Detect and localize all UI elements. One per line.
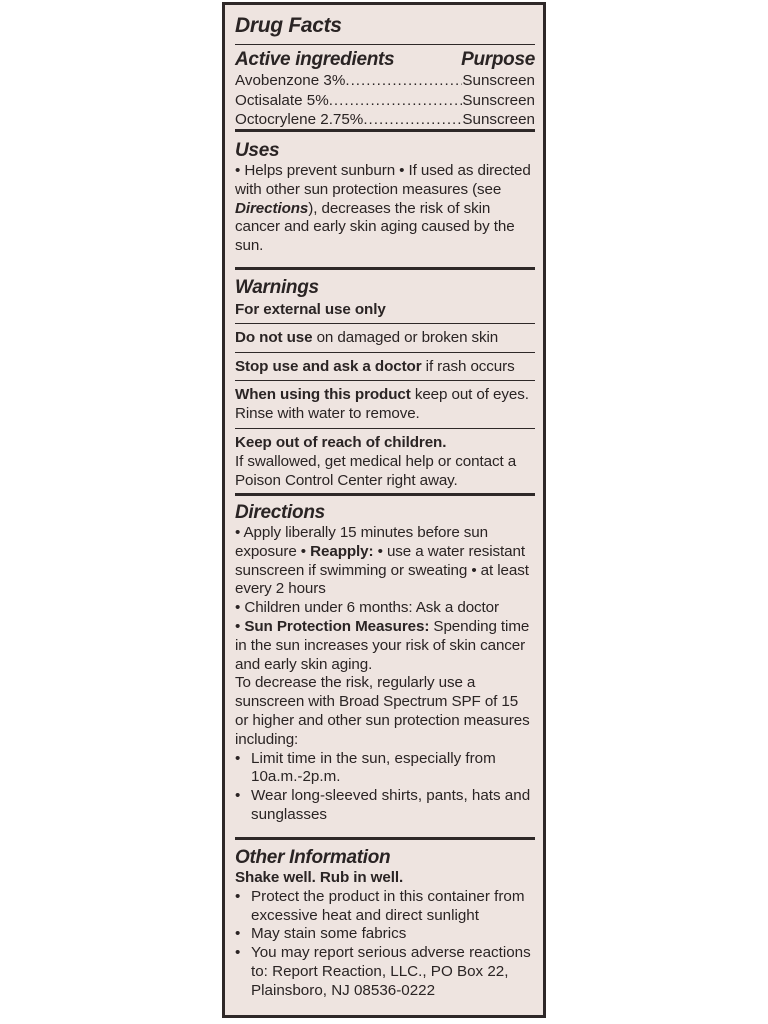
directions-bullet: • Limit time in the sun, especially from 10a.m.-2p.m.	[235, 749, 496, 786]
directions-text-4: To decrease the risk, regularly use a sunscreen with Broad Spectrum SPF of 15 or higher and other sun protection measures including:	[235, 674, 530, 748]
ingredient-row	[235, 91, 535, 111]
purpose-heading: Purpose	[461, 49, 535, 70]
ingredient-name: Avobenzone 3%	[235, 72, 346, 89]
stop-use-text: Stop use and ask a doctor if rash occurs	[235, 352, 535, 381]
drug-facts-panel	[222, 2, 546, 1018]
directions-text-1: • Apply liberally 15 minutes before sun exposure • Reapply: • use a water resistant sunscreen if swimming or sweating • at least every 2 hours	[235, 524, 529, 598]
other-info-heading: Other Information	[235, 847, 391, 868]
warnings-heading: Warnings	[235, 277, 319, 298]
active-ingredients-heading: Active ingredients	[235, 49, 395, 70]
ingredient-purpose: Sunscreen	[462, 111, 535, 129]
ingredient-row	[235, 71, 535, 91]
ingredient-name: Octisalate 5%	[235, 91, 329, 109]
directions-text-3: • Sun Protection Measures: Spending time in the sun increases your risk of skin cancer and early skin aging.	[235, 617, 530, 673]
ingredient-row	[235, 110, 535, 130]
directions-bullet: • Wear long-sleeved shirts, pants, hats and sunglasses	[235, 787, 531, 823]
uses-section	[235, 132, 535, 270]
ingredient-purpose: Sunscreen	[462, 72, 535, 89]
directions-heading: Directions	[235, 502, 325, 523]
other-bullet: • You may report serious adverse reactions to: Report Reaction, LLC., PO Box 22, Plainsboro, NJ 08536-0222	[235, 944, 531, 999]
other-info-section	[235, 840, 535, 1001]
do-not-use-text: Do not use on damaged or broken skin	[235, 323, 535, 352]
keep-out-text: Keep out of reach of children. If swallowed, get medical help or contact a Poison Control Center right away.	[235, 428, 535, 494]
ingredient-name: Octocrylene 2.75%	[235, 111, 364, 129]
directions-section	[235, 496, 535, 840]
when-using-text: When using this product keep out of eyes. Rinse with water to remove.	[235, 380, 535, 428]
drug-facts-title: Drug Facts	[235, 14, 535, 45]
other-bullet: • May stain some fabrics	[235, 925, 407, 943]
warnings-section	[235, 270, 535, 496]
directions-text-2: • Children under 6 months: Ask a doctor	[235, 599, 499, 617]
shake-text: Shake well. Rub in well.	[235, 869, 404, 886]
other-bullet: • Protect the product in this container from excessive heat and direct sunlight	[235, 887, 525, 924]
ingredient-purpose: Sunscreen	[462, 91, 535, 109]
uses-text: • Helps prevent sunburn • If used as directed with other sun protection measures (see Directions), decreases the risk of skin cancer and early skin aging caused by the sun.	[235, 162, 531, 255]
uses-heading: Uses	[235, 140, 280, 161]
external-use-text: For external use only	[235, 301, 386, 318]
active-ingredients-section	[235, 5, 535, 132]
